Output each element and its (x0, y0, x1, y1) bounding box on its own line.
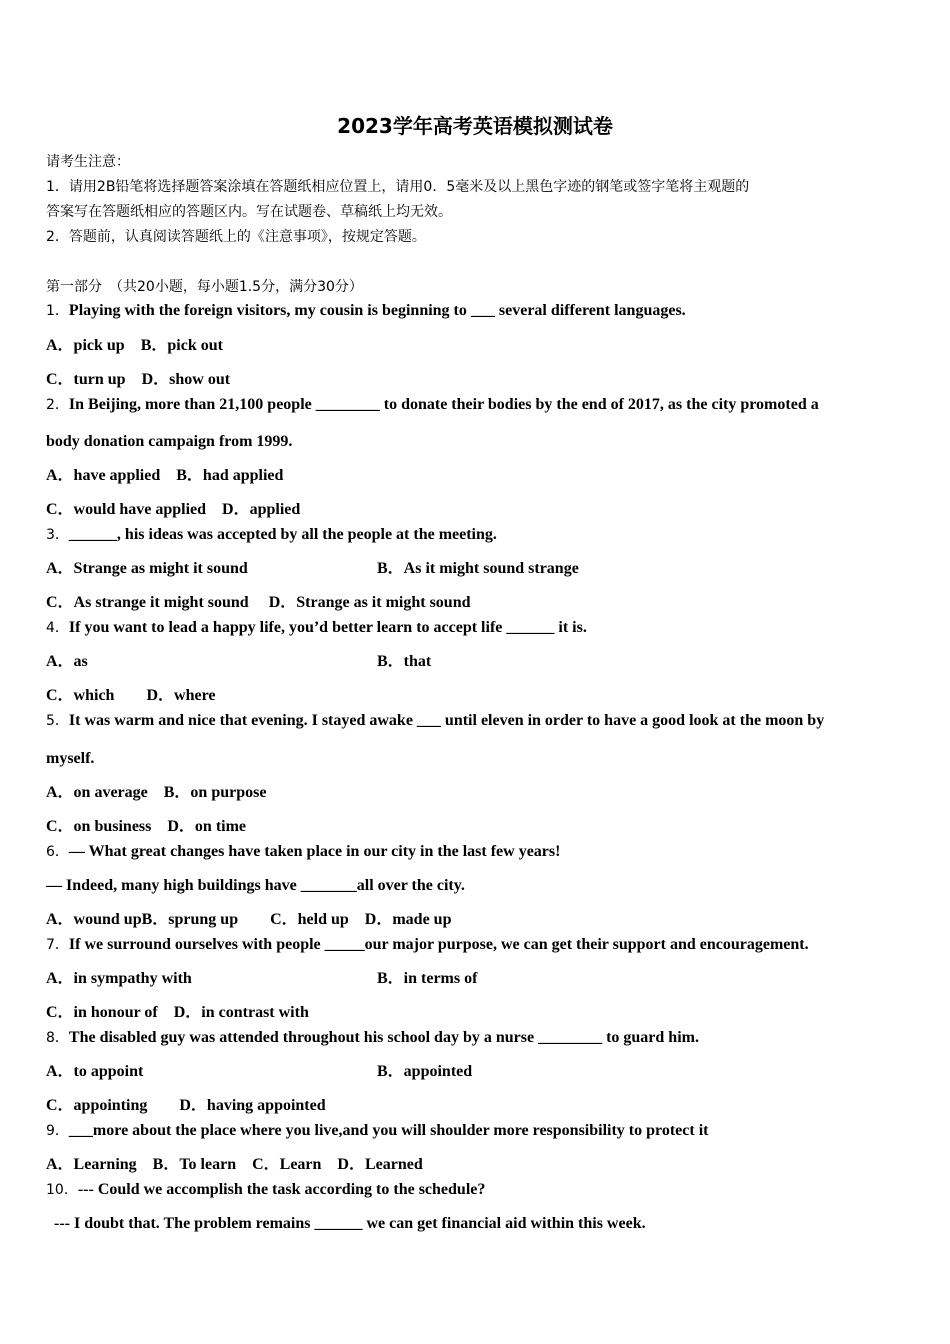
question-9-stem: 9．___more about the place where you live,and you will shoulder more responsibility to protect it (46, 1122, 709, 1139)
question-3-option-b: B．As it might sound strange (377, 560, 579, 577)
question-10-number: 10． (46, 1182, 78, 1198)
question-7-option-b: B．in terms of (377, 970, 478, 987)
question-1-options-row-1: A．pick up B．pick out (46, 337, 223, 354)
question-3-options-row-2: C．As strange it might sound D．Strange as it might sound (46, 594, 471, 611)
question-6-stem-continued: — Indeed, many high buildings have _______all over the city. (46, 877, 465, 894)
question-5-stem: 5．It was warm and nice that evening. I stayed awake ___ until eleven in order to have a good look at the moon by (46, 712, 825, 729)
question-8-stem: 8．The disabled guy was attended throughout his school day by a nurse ________ to guard him. (46, 1029, 699, 1046)
question-7-options-row-2: C．in honour of D．in contrast with (46, 1004, 309, 1021)
question-1-number: 1． (46, 303, 69, 319)
question-2-stem-continued: body donation campaign from 1999. (46, 433, 293, 450)
question-6-number: 6． (46, 844, 69, 860)
question-2-options-row-2: C．would have applied D．applied (46, 501, 301, 518)
question-5-options-row-1: A．on average B．on purpose (46, 784, 267, 801)
question-10-stem: 10．--- Could we accomplish the task according to the schedule? (46, 1181, 486, 1198)
notice-heading: 请考生注意： (46, 154, 130, 170)
question-7-number: 7． (46, 937, 69, 953)
question-2-stem: 2．In Beijing, more than 21,100 people ________ to donate their bodies by the end of 2017, as the city promoted a (46, 396, 819, 413)
question-5-options-row-2: C．on business D．on time (46, 818, 247, 835)
question-5-number: 5． (46, 713, 69, 729)
question-8-option-b: B．appointed (377, 1063, 473, 1080)
question-7-option-a: A．in sympathy with (46, 970, 192, 987)
question-6-options-row-1: A．wound upB．sprung up C．held up D．made up (46, 911, 452, 928)
question-2-options-row-1: A．have applied B．had applied (46, 467, 284, 484)
question-1-options-row-2: C．turn up D．show out (46, 371, 231, 388)
question-9-number: 9． (46, 1123, 69, 1139)
question-8-option-a: A．to appoint (46, 1063, 144, 1080)
notice-line-3: 2．答题前，认真阅读答题纸上的《注意事项》，按规定答题。 (46, 229, 426, 245)
question-7-stem: 7．If we surround ourselves with people _____our major purpose, we can get their support and encouragement. (46, 936, 809, 953)
question-3-number: 3． (46, 527, 69, 543)
question-1-stem: 1．Playing with the foreign visitors, my cousin is beginning to ___ several different languages. (46, 302, 686, 319)
question-4-stem: 4．If you want to lead a happy life, you’d better learn to accept life ______ it is. (46, 619, 587, 636)
question-4-number: 4． (46, 620, 69, 636)
question-4-option-b: B．that (377, 653, 432, 670)
question-9-options-row-1: A．Learning B．To learn C．Learn D．Learned (46, 1156, 423, 1173)
question-4-options-row-2: C．which D．where (46, 687, 216, 704)
notice-line-2: 答案写在答题纸相应的答题区内。写在试题卷、草稿纸上均无效。 (46, 204, 452, 220)
question-3-stem: 3．______, his ideas was accepted by all the people at the meeting. (46, 526, 497, 543)
question-4-option-a: A．as (46, 653, 88, 670)
question-10-stem-continued: --- I doubt that. The problem remains ______ we can get financial aid within this week. (54, 1215, 646, 1232)
question-6-stem: 6．— What great changes have taken place in our city in the last few years! (46, 843, 561, 860)
question-8-options-row-2: C．appointing D．having appointed (46, 1097, 326, 1114)
question-2-number: 2． (46, 397, 69, 413)
question-5-stem-continued: myself. (46, 750, 95, 767)
section-heading: 第一部分 （共20小题，每小题1.5分，满分30分） (46, 279, 363, 295)
page-title: 2023学年高考英语模拟测试卷 (337, 114, 613, 138)
question-3-option-a: A．Strange as might it sound (46, 560, 248, 577)
question-8-number: 8． (46, 1030, 69, 1046)
notice-line-1: 1．请用2B铅笔将选择题答案涂填在答题纸相应位置上，请用0．5毫米及以上黑色字迹的钢笔或签字笔将主观题的 (46, 179, 750, 195)
